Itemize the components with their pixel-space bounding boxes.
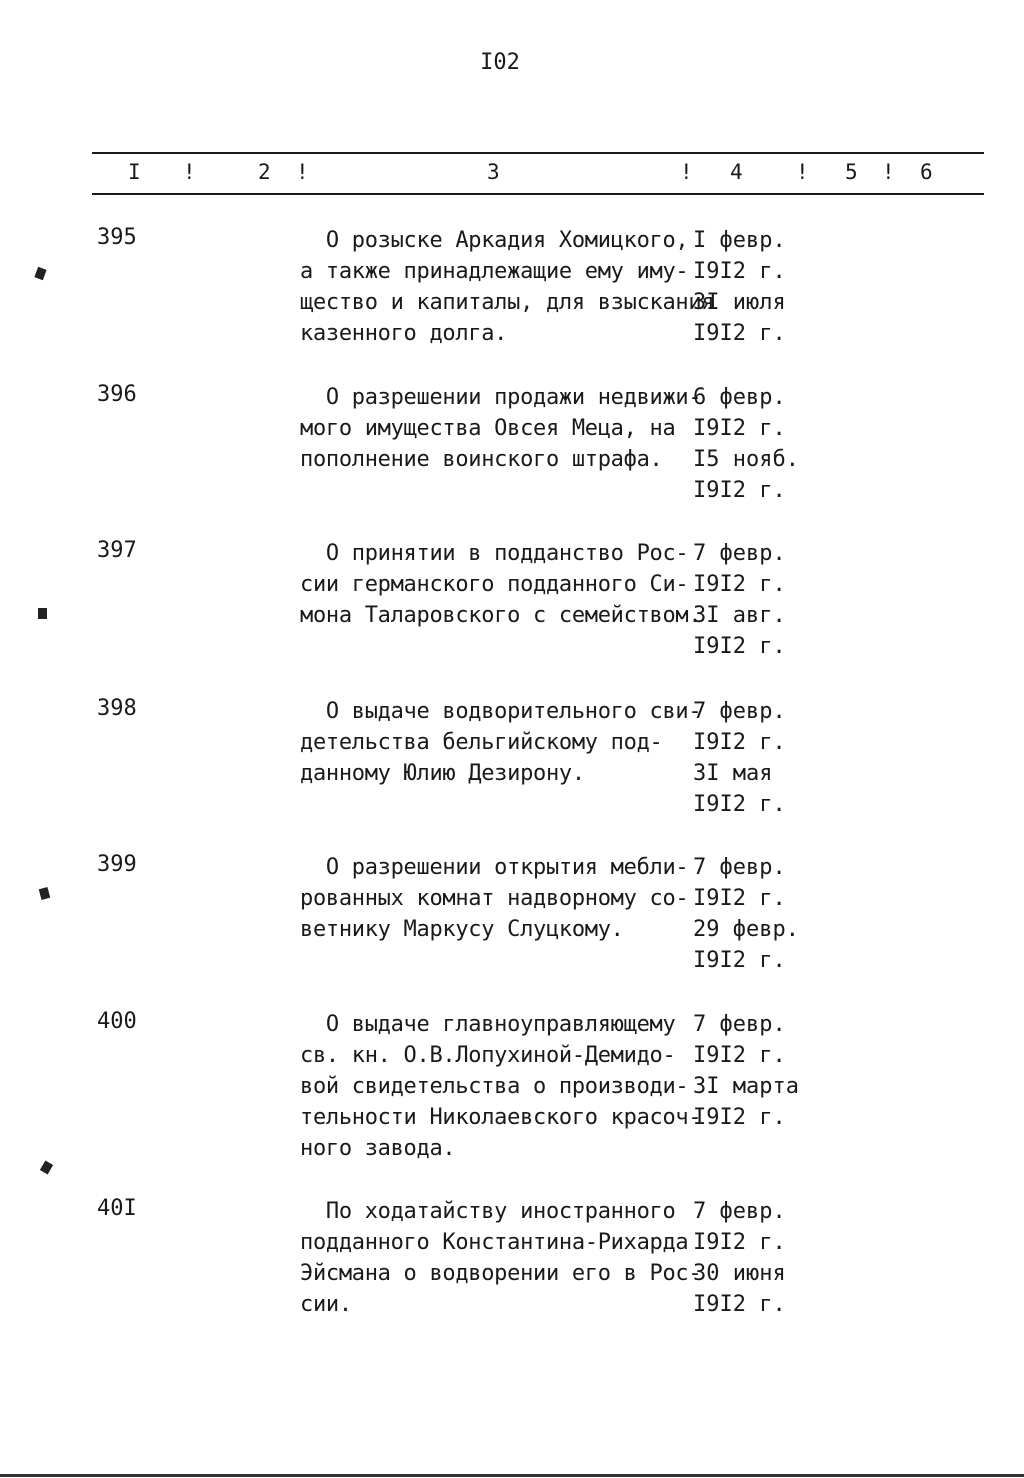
column-header-6: 6: [920, 160, 933, 184]
record-number: 399: [97, 852, 137, 877]
record-description: О розыске Аркадия Хомицкого, а также принадлежащие ему иму- щество и капиталы, для взыскания казенного долга.: [300, 228, 715, 346]
record-dates: I февр. I9I2 г. 3I июля I9I2 г.: [693, 228, 786, 346]
header-bottom-rule: [92, 193, 984, 195]
record-number: 398: [97, 696, 137, 721]
record-dates: 7 февр. I9I2 г. 30 июня I9I2 г.: [693, 1199, 786, 1317]
column-separator: !: [882, 160, 895, 184]
column-separator: !: [296, 160, 309, 184]
header-top-rule: [92, 152, 984, 154]
record-dates: 7 февр. I9I2 г. 29 февр. I9I2 г.: [693, 855, 799, 973]
record-description: По ходатайству иностранного подданного Константина-Рихарда Эйсмана о водворении его в Рос- сии.: [300, 1199, 702, 1317]
record-number: 40I: [97, 1196, 137, 1221]
column-separator: !: [183, 160, 196, 184]
page-number: I02: [480, 50, 520, 75]
record-number: 397: [97, 538, 137, 563]
binding-hole-mark: [40, 1160, 53, 1174]
record-dates: 7 февр. I9I2 г. 3I авг. I9I2 г.: [693, 541, 786, 659]
binding-hole-mark: [39, 887, 51, 900]
record-number: 395: [97, 225, 137, 250]
record-dates: 7 февр. I9I2 г. 3I марта I9I2 г.: [693, 1012, 799, 1130]
record-dates: 6 февр. I9I2 г. I5 нояб. I9I2 г.: [693, 385, 799, 503]
record-description: О разрешении продажи недвижи- мого имущества Овсея Меца, на пополнение воинского штрафа.: [300, 385, 702, 472]
column-separator: !: [796, 160, 809, 184]
scan-bottom-edge: [0, 1474, 1024, 1477]
record-description: О выдаче главноуправляющему св. кн. О.В.Лопухиной-Демидо- вой свидетельства о производи- тельности Николаевского красоч- ного завода.: [300, 1012, 702, 1161]
column-header-5: 5: [845, 160, 858, 184]
record-description: О выдаче водворительного сви- детельства бельгийскому под- данному Юлию Дезирону.: [300, 699, 702, 786]
column-header-3: 3: [487, 160, 500, 184]
column-header-4: 4: [730, 160, 743, 184]
record-number: 400: [97, 1009, 137, 1034]
record-description: О разрешении открытия мебли- рованных комнат надворному со- ветнику Маркусу Слуцкому.: [300, 855, 689, 942]
binding-hole-mark: [38, 608, 47, 619]
record-number: 396: [97, 382, 137, 407]
column-header-2: 2: [258, 160, 271, 184]
column-separator: !: [680, 160, 693, 184]
record-dates: 7 февр. I9I2 г. 3I мая I9I2 г.: [693, 699, 786, 817]
binding-hole-mark: [34, 267, 46, 280]
column-header-1: I: [128, 160, 141, 184]
record-description: О принятии в подданство Рос- сии германского подданного Си- мона Таларовского с семейством.: [300, 541, 702, 628]
